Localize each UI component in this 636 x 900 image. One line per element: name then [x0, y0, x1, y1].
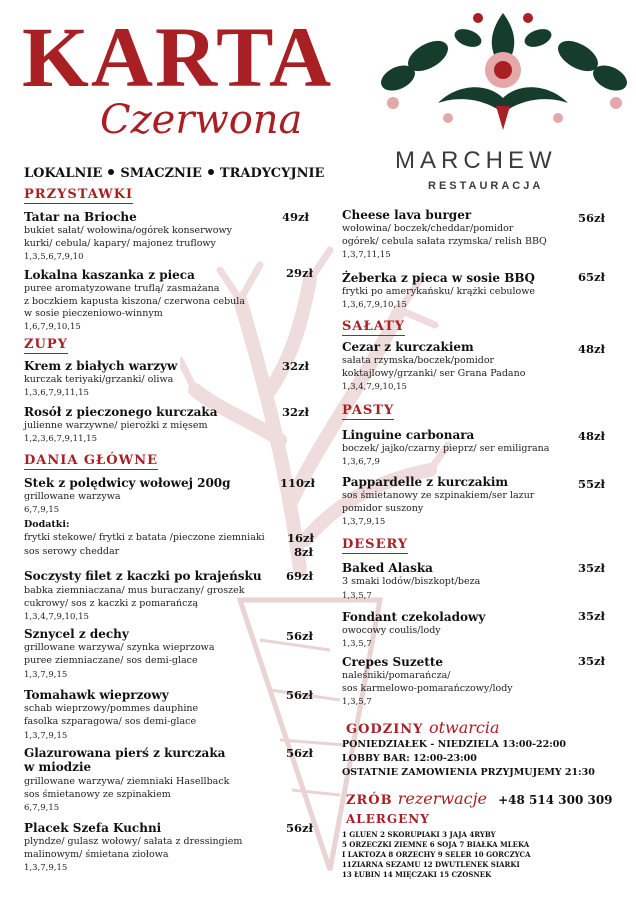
dish-allergens: 1,3,7,11,15	[342, 250, 391, 260]
dish-name: Fondant czekoladowy	[342, 610, 486, 624]
allergen-legend-line: 11ZIARNA SEZAMU 12 DWUTLENEK SIARKI	[342, 860, 520, 869]
dish-price: 55zł	[578, 477, 605, 491]
dish-price: 65zł	[578, 270, 605, 284]
dish-description: sos śmietanowy ze szpinakiem/ser lazur pomidor suszony	[342, 490, 535, 514]
bullet-icon	[208, 169, 214, 175]
dish-name: Żeberka z pieca w sosie BBQ	[342, 271, 535, 285]
dish-description: grillowane warzywa/ szynka wieprzowa puree ziemniaczane/ sos demi-glace	[24, 642, 215, 666]
dish-description: kurczak teriyaki/grzanki/ oliwa	[24, 374, 174, 385]
dish-allergens: 1,3,5,7	[342, 639, 372, 649]
dish-allergens: 1,3,4,7,9,10,15	[24, 612, 89, 622]
dish-allergens: 1,3,5,7	[342, 591, 372, 601]
dish-description: boczek/ jajko/czarny pieprz/ ser emiligrana	[342, 443, 550, 454]
dish-price: 32zł	[282, 405, 309, 419]
allergen-legend-line: 13 ŁUBIN 14 MIĘCZAKI 15 CZOSNEK	[342, 870, 492, 879]
dish-allergens: 1,3,7,9,15	[24, 863, 68, 873]
dish-allergens: 1,3,6,7,9,11,15	[24, 388, 89, 398]
reservation-line	[346, 789, 613, 808]
dish-price: 48zł	[578, 342, 605, 356]
extras-label: Dodatki:	[24, 519, 70, 530]
dish-name: Soczysty filet z kaczki po krajeńsku	[24, 569, 262, 583]
menu-title: KARTA	[22, 9, 334, 105]
section-heading-salaty: SAŁATY	[342, 319, 406, 334]
dish-name: Crepes Suzette	[342, 655, 444, 669]
dish-allergens: 1,2,3,6,7,9,11,15	[24, 434, 97, 444]
dish-price: 56zł	[578, 211, 605, 225]
hours-heading-script: otwarcia	[428, 718, 500, 737]
hours-line: LOBBY BAR: 12:00-23:00	[342, 753, 477, 764]
dish-allergens: 1,3,7,9,15	[24, 670, 68, 680]
dish-name: Tomahawk wieprzowy	[24, 688, 169, 702]
hours-heading	[346, 718, 500, 738]
extras-price: 16zł	[287, 531, 314, 545]
dish-price: 29zł	[286, 266, 313, 280]
dish-description: naleśniki/pomarańcza/ sos karmelowo-pomarańczowy/lody	[342, 670, 513, 694]
dish-description: sałata rzymska/boczek/pomidor koktajlowy/grzanki/ ser Grana Padano	[342, 355, 526, 379]
dish-price: 56zł	[286, 821, 313, 835]
dish-allergens: 1,3,6,7,9,10,15	[342, 300, 407, 310]
dish-name: Rosół z pieczonego kurczaka	[24, 405, 218, 419]
dish-description: 3 smaki lodów/biszkopt/beza	[342, 576, 481, 587]
reservation-label-script: rezerwacje	[397, 789, 487, 808]
dish-description: puree aromatyzowane truflą/ zasmażana z boczkiem kapusta kiszona/ czerwona cebula w sosie pieczeniowo-winnym	[24, 283, 245, 319]
dish-name: Cezar z kurczakiem	[342, 340, 474, 354]
bullet-icon	[108, 169, 114, 175]
dish-price: 35zł	[578, 609, 605, 623]
dish-allergens: 1,3,5,7	[342, 697, 372, 707]
section-heading-zupy: ZUPY	[24, 337, 68, 352]
dish-allergens: 6,7,9,15	[24, 505, 60, 515]
dish-allergens: 1,3,7,9,15	[342, 517, 386, 527]
dish-name: Glazurowana pierś z kurczaka w miodzie	[24, 746, 226, 774]
dish-description: bukiet sałat/ wołowina/ogórek konserwowy kurki/ cebula/ kapary/ majonez truflowy	[24, 225, 233, 249]
dish-name: Sznycel z dechy	[24, 627, 129, 641]
reservation-label: ZRÓB	[346, 793, 393, 808]
section-heading-pasty: PASTY	[342, 403, 395, 418]
hours-heading-text: GODZINY	[346, 722, 424, 737]
allergen-legend-line: 5 ORZECZKI ZIEMNE 6 SOJA 7 BIAŁKA MLEKA	[342, 840, 530, 849]
section-heading-desery: DESERY	[342, 537, 409, 552]
dish-allergens: 6,7,9,15	[24, 803, 60, 813]
dish-description: schab wieprzowy/pommes dauphine fasolka szparagowa/ sos demi-glace	[24, 703, 199, 727]
dish-description: plyndze/ gulasz wołowy/ sałata z dressingiem malinowym/ śmietana ziołowa	[24, 836, 243, 860]
dish-price: 56zł	[286, 688, 313, 702]
extras-price: 8zł	[294, 545, 313, 559]
dish-description: wołowina/ boczek/cheddar/pomidor ogórek/ cebula sałata rzymska/ relish BBQ	[342, 223, 547, 247]
allergens-heading: ALERGENY	[346, 812, 430, 826]
extras-line: frytki stekowe/ frytki z batata /pieczone ziemniaki	[24, 532, 265, 543]
dish-description: grillowane warzywa	[24, 491, 121, 502]
dish-price: 56zł	[286, 629, 313, 643]
menu-subtitle: Czerwona	[100, 97, 303, 143]
section-heading-przystawki: PRZYSTAWKI	[24, 187, 134, 202]
allergen-legend-line: 1 GLUEN 2 SKORUPIAKI 3 JAJA 4RYBY	[342, 830, 496, 839]
dish-name: Pappardelle z kurczakim	[342, 475, 509, 489]
dish-price: 35zł	[578, 654, 605, 668]
dish-description: owocowy coulis/lody	[342, 625, 441, 636]
dish-allergens: 1,3,5,6,7,9,10	[24, 252, 84, 262]
dish-description: julienne warzywne/ pierożki z mięsem	[24, 420, 208, 431]
dish-name: Lokalna kaszanka z pieca	[24, 268, 195, 282]
tagline-word: LOKALNIE	[24, 166, 103, 181]
dish-name: Linguine carbonara	[342, 428, 475, 442]
dish-name: Tatar na Brioche	[24, 210, 137, 224]
dish-price: 49zł	[282, 210, 309, 224]
tagline-word: SMACZNIE	[120, 166, 202, 181]
dish-description: frytki po amerykańsku/ krążki cebulowe	[342, 286, 536, 297]
dish-price: 56zł	[286, 746, 313, 760]
brand-subtitle: RESTAURACJA	[428, 180, 544, 192]
dish-name: Krem z białych warzyw	[24, 359, 178, 373]
hours-line: PONIEDZIAŁEK - NIEDZIELA 13:00-22:00	[342, 739, 566, 750]
dish-name: Cheese lava burger	[342, 208, 472, 222]
tagline	[24, 166, 324, 181]
tagline-word: TRADYCYJNIE	[219, 166, 325, 181]
dish-allergens: 1,6,7,9,10,15	[24, 322, 81, 332]
dish-price: 69zł	[286, 569, 313, 583]
dish-price: 35zł	[578, 561, 605, 575]
allergen-legend-line: I LAKTOZA 8 ORZECHY 9 SELER 10 GORCZYCA	[342, 850, 531, 859]
section-heading-dania-glowne: DANIA GŁÓWNE	[24, 453, 158, 468]
dish-price: 32zł	[282, 359, 309, 373]
extras-line: sos serowy cheddar	[24, 546, 120, 557]
hours-line: OSTATNIE ZAMOWIENIA PRZYJMUJEMY 21:30	[342, 767, 595, 778]
dish-description: grillowane warzywa/ ziemniaki Hasellback sos śmietanowy ze szpinakiem	[24, 776, 230, 800]
folk-ornament-illustration	[378, 8, 628, 138]
dish-name: Baked Alaska	[342, 561, 433, 575]
dish-price: 110zł	[280, 476, 315, 490]
dish-description: babka ziemniaczana/ mus buraczany/ groszek cukrowy/ sos z kaczki z pomarańczą	[24, 585, 245, 609]
dish-allergens: 1,3,4,7,9,10,15	[342, 382, 407, 392]
dish-name: Placek Szefa Kuchni	[24, 821, 162, 835]
dish-allergens: 1,3,6,7,9	[342, 457, 380, 467]
brand-name: MARCHEW	[395, 147, 557, 174]
dish-price: 48zł	[578, 429, 605, 443]
dish-allergens: 1,3,7,9,15	[24, 731, 68, 741]
dish-name: Stek z polędwicy wołowej 200g	[24, 476, 231, 490]
reservation-phone[interactable]: +48 514 300 309	[498, 793, 613, 807]
